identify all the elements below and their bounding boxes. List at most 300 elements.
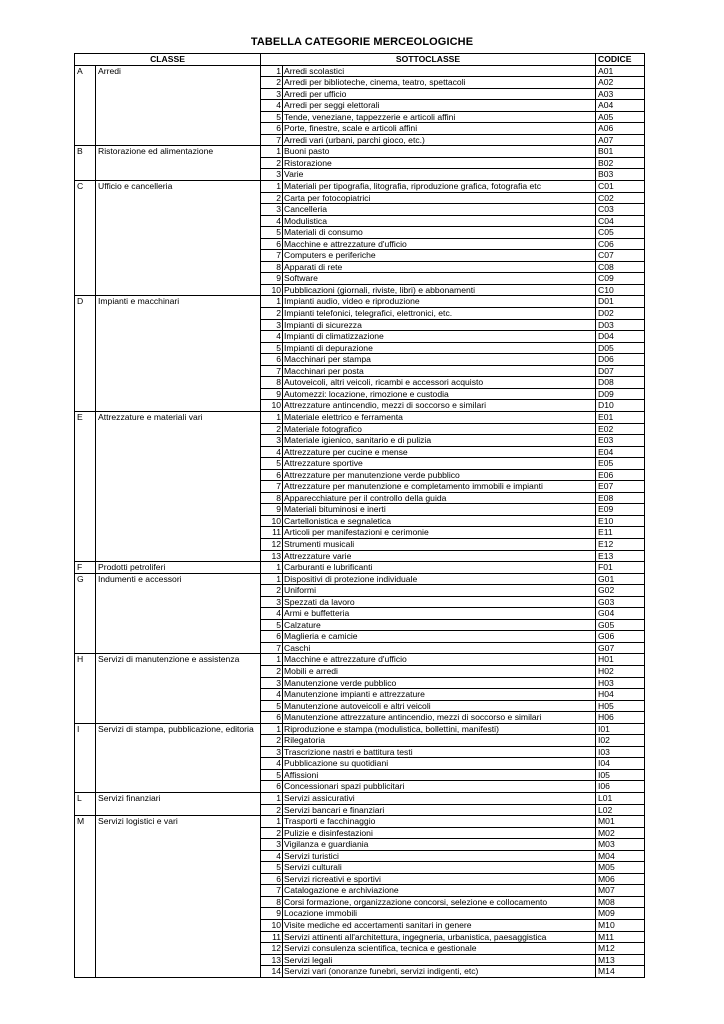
subclass-number: 1 (261, 816, 283, 828)
table-row (75, 596, 645, 608)
subclass-label: Modulistica (283, 215, 596, 227)
subclass-number: 9 (261, 908, 283, 920)
subclass-number: 9 (261, 388, 283, 400)
table-row (75, 388, 645, 400)
subclass-number: 5 (261, 458, 283, 470)
class-letter (75, 261, 96, 273)
table-row (75, 319, 645, 331)
subclass-number: 3 (261, 596, 283, 608)
subclass-code: M04 (596, 850, 645, 862)
class-letter (75, 157, 96, 169)
subclass-code: G02 (596, 585, 645, 597)
table-row (75, 354, 645, 366)
subclass-number: 7 (261, 250, 283, 262)
class-letter (75, 215, 96, 227)
header-sottoclasse: SOTTOCLASSE (261, 54, 596, 66)
table-row (75, 689, 645, 701)
class-letter (75, 435, 96, 447)
class-name (96, 215, 261, 227)
class-letter (75, 365, 96, 377)
class-name (96, 458, 261, 470)
subclass-label: Apparecchiature per il controllo della guida (283, 492, 596, 504)
table-row (75, 504, 645, 516)
subclass-code: E11 (596, 527, 645, 539)
class-name (96, 862, 261, 874)
subclass-code: E05 (596, 458, 645, 470)
table-row (75, 608, 645, 620)
subclass-number: 5 (261, 227, 283, 239)
subclass-code: L02 (596, 804, 645, 816)
class-name (96, 481, 261, 493)
subclass-number: 7 (261, 365, 283, 377)
table-row (75, 793, 645, 805)
class-name (96, 319, 261, 331)
subclass-label: Arredi vari (urbani, parchi gioco, etc.) (283, 134, 596, 146)
class-letter (75, 631, 96, 643)
class-name (96, 700, 261, 712)
subclass-code: E10 (596, 515, 645, 527)
table-row (75, 908, 645, 920)
class-name (96, 954, 261, 966)
subclass-number: 2 (261, 585, 283, 597)
subclass-number: 10 (261, 515, 283, 527)
class-name (96, 100, 261, 112)
subclass-label: Macchine e attrezzature d'ufficio (283, 238, 596, 250)
subclass-number: 13 (261, 954, 283, 966)
subclass-code: H05 (596, 700, 645, 712)
class-name: Servizi di stampa, pubblicazione, editoria (96, 723, 261, 746)
table-row (75, 885, 645, 897)
subclass-number: 7 (261, 885, 283, 897)
subclass-code: C04 (596, 215, 645, 227)
class-letter (75, 284, 96, 296)
class-letter (75, 862, 96, 874)
subclass-code: E13 (596, 550, 645, 562)
subclass-number: 3 (261, 88, 283, 100)
table-row (75, 931, 645, 943)
table-row (75, 134, 645, 146)
table-row (75, 862, 645, 874)
table-row (75, 966, 645, 978)
table-row (75, 377, 645, 389)
class-letter: C (75, 181, 96, 193)
subclass-label: Impianti di climatizzazione (283, 331, 596, 343)
subclass-code: G03 (596, 596, 645, 608)
class-letter: E (75, 411, 96, 423)
subclass-code: D01 (596, 296, 645, 308)
subclass-label: Articoli per manifestazioni e cerimonie (283, 527, 596, 539)
subclass-label: Riproduzione e stampa (modulistica, bollettini, manifesti) (283, 723, 596, 735)
table-row (75, 238, 645, 250)
subclass-code: C06 (596, 238, 645, 250)
subclass-code: A03 (596, 88, 645, 100)
class-letter (75, 342, 96, 354)
class-name (96, 873, 261, 885)
subclass-number: 1 (261, 723, 283, 735)
subclass-code: C05 (596, 227, 645, 239)
table-row (75, 100, 645, 112)
subclass-number: 12 (261, 943, 283, 955)
subclass-number: 2 (261, 804, 283, 816)
subclass-label: Servizi assicurativi (283, 793, 596, 805)
subclass-code: I03 (596, 746, 645, 758)
class-letter (75, 804, 96, 816)
class-letter (75, 423, 96, 435)
table-row (75, 723, 645, 735)
subclass-number: 4 (261, 608, 283, 620)
class-name (96, 758, 261, 770)
subclass-label: Mobili e arredi (283, 665, 596, 677)
subclass-number: 2 (261, 157, 283, 169)
table-row (75, 758, 645, 770)
subclass-code: G04 (596, 608, 645, 620)
subclass-code: M06 (596, 873, 645, 885)
subclass-label: Servizi vari (onoranze funebri, servizi indigenti, etc) (283, 966, 596, 978)
class-name (96, 527, 261, 539)
class-name (96, 204, 261, 216)
class-letter (75, 515, 96, 527)
table-row (75, 250, 645, 262)
subclass-label: Servizi bancari e finanziari (283, 804, 596, 816)
subclass-code: A04 (596, 100, 645, 112)
class-name: Ristorazione ed alimentazione (96, 146, 261, 169)
class-letter (75, 273, 96, 285)
subclass-code: G05 (596, 619, 645, 631)
subclass-label: Caschi (283, 642, 596, 654)
table-row (75, 527, 645, 539)
class-name (96, 550, 261, 562)
table-row (75, 469, 645, 481)
subclass-label: Automezzi: locazione, rimozione e custodia (283, 388, 596, 400)
table-row (75, 896, 645, 908)
subclass-code: M02 (596, 827, 645, 839)
table-row (75, 365, 645, 377)
subclass-number: 6 (261, 712, 283, 724)
class-letter (75, 377, 96, 389)
subclass-code: A05 (596, 111, 645, 123)
class-name (96, 781, 261, 793)
class-name (96, 492, 261, 504)
class-letter (75, 550, 96, 562)
table-row (75, 515, 645, 527)
subclass-number: 8 (261, 896, 283, 908)
class-name (96, 966, 261, 978)
subclass-label: Buoni pasto (283, 146, 596, 158)
class-letter (75, 400, 96, 412)
subclass-code: M08 (596, 896, 645, 908)
subclass-number: 1 (261, 654, 283, 666)
class-name (96, 943, 261, 955)
table-row (75, 943, 645, 955)
subclass-code: D08 (596, 377, 645, 389)
class-letter (75, 492, 96, 504)
subclass-number: 2 (261, 827, 283, 839)
subclass-code: M07 (596, 885, 645, 897)
subclass-number: 2 (261, 423, 283, 435)
table-row (75, 850, 645, 862)
class-name (96, 885, 261, 897)
class-name: Ufficio e cancelleria (96, 181, 261, 204)
class-name: Servizi logistici e vari (96, 816, 261, 839)
class-name (96, 123, 261, 135)
class-name (96, 608, 261, 620)
class-letter (75, 192, 96, 204)
table-row (75, 954, 645, 966)
subclass-code: H02 (596, 665, 645, 677)
table-row (75, 88, 645, 100)
subclass-code: C02 (596, 192, 645, 204)
class-letter (75, 538, 96, 550)
class-letter (75, 77, 96, 89)
table-row (75, 181, 645, 193)
class-name (96, 435, 261, 447)
subclass-code: I05 (596, 769, 645, 781)
class-name (96, 596, 261, 608)
class-letter (75, 712, 96, 724)
class-letter: G (75, 573, 96, 585)
class-letter (75, 885, 96, 897)
subclass-label: Attrezzature varie (283, 550, 596, 562)
class-name (96, 850, 261, 862)
table-row (75, 677, 645, 689)
subclass-number: 2 (261, 735, 283, 747)
table-row (75, 400, 645, 412)
class-letter (75, 504, 96, 516)
table-row (75, 342, 645, 354)
subclass-number: 6 (261, 469, 283, 481)
subclass-code: I02 (596, 735, 645, 747)
subclass-number: 10 (261, 400, 283, 412)
class-name (96, 365, 261, 377)
table-row (75, 435, 645, 447)
subclass-label: Catalogazione e archiviazione (283, 885, 596, 897)
subclass-code: D06 (596, 354, 645, 366)
table-row (75, 920, 645, 932)
subclass-number: 5 (261, 111, 283, 123)
class-name (96, 631, 261, 643)
subclass-label: Materiale elettrico e ferramenta (283, 411, 596, 423)
subclass-code: H04 (596, 689, 645, 701)
class-name (96, 284, 261, 296)
subclass-label: Pubblicazioni (giornali, riviste, libri) e abbonamenti (283, 284, 596, 296)
subclass-label: Attrezzature per manutenzione verde pubblico (283, 469, 596, 481)
class-letter (75, 920, 96, 932)
table-row (75, 492, 645, 504)
subclass-code: L01 (596, 793, 645, 805)
subclass-label: Attrezzature per cucine e mense (283, 446, 596, 458)
class-name (96, 331, 261, 343)
table-row (75, 65, 645, 77)
subclass-label: Varie (283, 169, 596, 181)
subclass-code: M12 (596, 943, 645, 955)
subclass-number: 6 (261, 631, 283, 643)
subclass-number: 3 (261, 677, 283, 689)
subclass-code: D10 (596, 400, 645, 412)
class-name (96, 111, 261, 123)
class-letter (75, 585, 96, 597)
subclass-code: B03 (596, 169, 645, 181)
class-letter (75, 481, 96, 493)
subclass-number: 4 (261, 689, 283, 701)
subclass-number: 1 (261, 296, 283, 308)
subclass-label: Servizi ricreativi e sportivi (283, 873, 596, 885)
class-letter: H (75, 654, 96, 666)
subclass-label: Corsi formazione, organizzazione concorsi, selezione e collocamento (283, 896, 596, 908)
class-name: Impianti e macchinari (96, 296, 261, 319)
subclass-number: 3 (261, 319, 283, 331)
subclass-code: E07 (596, 481, 645, 493)
subclass-number: 11 (261, 931, 283, 943)
subclass-number: 2 (261, 665, 283, 677)
subclass-label: Manutenzione impianti e attrezzature (283, 689, 596, 701)
subclass-label: Dispositivi di protezione individuale (283, 573, 596, 585)
class-letter (75, 388, 96, 400)
class-name (96, 400, 261, 412)
class-letter (75, 204, 96, 216)
subclass-number: 9 (261, 504, 283, 516)
subclass-label: Carburanti e lubrificanti (283, 562, 596, 574)
table-row (75, 215, 645, 227)
table-row (75, 700, 645, 712)
subclass-number: 3 (261, 435, 283, 447)
class-name: Servizi finanziari (96, 793, 261, 816)
class-name (96, 227, 261, 239)
class-letter (75, 250, 96, 262)
subclass-code: M11 (596, 931, 645, 943)
subclass-code: C10 (596, 284, 645, 296)
subclass-number: 1 (261, 793, 283, 805)
subclass-number: 13 (261, 550, 283, 562)
subclass-label: Uniformi (283, 585, 596, 597)
class-letter (75, 88, 96, 100)
class-letter (75, 689, 96, 701)
table-row (75, 296, 645, 308)
subclass-number: 5 (261, 342, 283, 354)
subclass-label: Apparati di rete (283, 261, 596, 273)
table-row (75, 446, 645, 458)
class-letter (75, 665, 96, 677)
subclass-number: 6 (261, 873, 283, 885)
table-row (75, 562, 645, 574)
class-name (96, 273, 261, 285)
header-classe: CLASSE (75, 54, 261, 66)
subclass-code: M09 (596, 908, 645, 920)
subclass-code: A01 (596, 65, 645, 77)
table-row (75, 204, 645, 216)
class-letter (75, 608, 96, 620)
subclass-code: A02 (596, 77, 645, 89)
subclass-label: Servizi consulenza scientifica, tecnica e gestionale (283, 943, 596, 955)
class-letter (75, 700, 96, 712)
class-letter: L (75, 793, 96, 805)
subclass-code: E03 (596, 435, 645, 447)
subclass-label: Servizi legali (283, 954, 596, 966)
subclass-number: 8 (261, 377, 283, 389)
subclass-label: Ristorazione (283, 157, 596, 169)
table-row (75, 873, 645, 885)
table-row (75, 123, 645, 135)
subclass-number: 1 (261, 562, 283, 574)
class-letter (75, 758, 96, 770)
class-name (96, 250, 261, 262)
table-body (75, 65, 645, 977)
subclass-number: 5 (261, 619, 283, 631)
class-letter (75, 527, 96, 539)
class-letter: B (75, 146, 96, 158)
subclass-label: Manutenzione autoveicoli e altri veicoli (283, 700, 596, 712)
class-letter (75, 100, 96, 112)
subclass-number: 1 (261, 65, 283, 77)
subclass-label: Macchinari per stampa (283, 354, 596, 366)
subclass-label: Impianti audio, video e riproduzione (283, 296, 596, 308)
subclass-code: M05 (596, 862, 645, 874)
subclass-label: Arredi per seggi elettorali (283, 100, 596, 112)
subclass-code: D05 (596, 342, 645, 354)
class-name: Arredi (96, 65, 261, 88)
class-letter (75, 619, 96, 631)
class-letter (75, 596, 96, 608)
subclass-code: A06 (596, 123, 645, 135)
subclass-number: 4 (261, 850, 283, 862)
subclass-code: C03 (596, 204, 645, 216)
class-name (96, 712, 261, 724)
subclass-label: Materiali di consumo (283, 227, 596, 239)
subclass-label: Spezzati da lavoro (283, 596, 596, 608)
subclass-number: 1 (261, 411, 283, 423)
class-name: Indumenti e accessori (96, 573, 261, 596)
class-letter (75, 169, 96, 181)
subclass-label: Materiali bituminosi e inerti (283, 504, 596, 516)
subclass-code: I06 (596, 781, 645, 793)
subclass-number: 5 (261, 700, 283, 712)
subclass-label: Arredi per biblioteche, cinema, teatro, spettacoli (283, 77, 596, 89)
class-name (96, 689, 261, 701)
subclass-code: E04 (596, 446, 645, 458)
class-letter (75, 827, 96, 839)
table-row (75, 111, 645, 123)
subclass-label: Manutenzione attrezzature antincendio, mezzi di soccorso e similari (283, 712, 596, 724)
subclass-code: C07 (596, 250, 645, 262)
class-name (96, 134, 261, 146)
subclass-label: Rilegatoria (283, 735, 596, 747)
subclass-number: 5 (261, 769, 283, 781)
class-name (96, 839, 261, 851)
class-letter (75, 319, 96, 331)
class-letter (75, 227, 96, 239)
subclass-code: E08 (596, 492, 645, 504)
class-letter (75, 469, 96, 481)
class-letter (75, 446, 96, 458)
subclass-label: Armi e buffetteria (283, 608, 596, 620)
subclass-number: 8 (261, 492, 283, 504)
subclass-label: Cancelleria (283, 204, 596, 216)
subclass-code: E01 (596, 411, 645, 423)
subclass-label: Servizi turistici (283, 850, 596, 862)
subclass-label: Arredi per ufficio (283, 88, 596, 100)
class-name (96, 896, 261, 908)
subclass-code: B01 (596, 146, 645, 158)
subclass-label: Affissioni (283, 769, 596, 781)
subclass-label: Arredi scolastici (283, 65, 596, 77)
subclass-number: 4 (261, 215, 283, 227)
subclass-label: Visite mediche ed accertamenti sanitari in genere (283, 920, 596, 932)
class-letter (75, 354, 96, 366)
class-name (96, 446, 261, 458)
subclass-number: 4 (261, 100, 283, 112)
subclass-number: 4 (261, 446, 283, 458)
subclass-code: M01 (596, 816, 645, 828)
subclass-label: Materiali per tipografia, litografia, riproduzione grafica, fotografia etc (283, 181, 596, 193)
